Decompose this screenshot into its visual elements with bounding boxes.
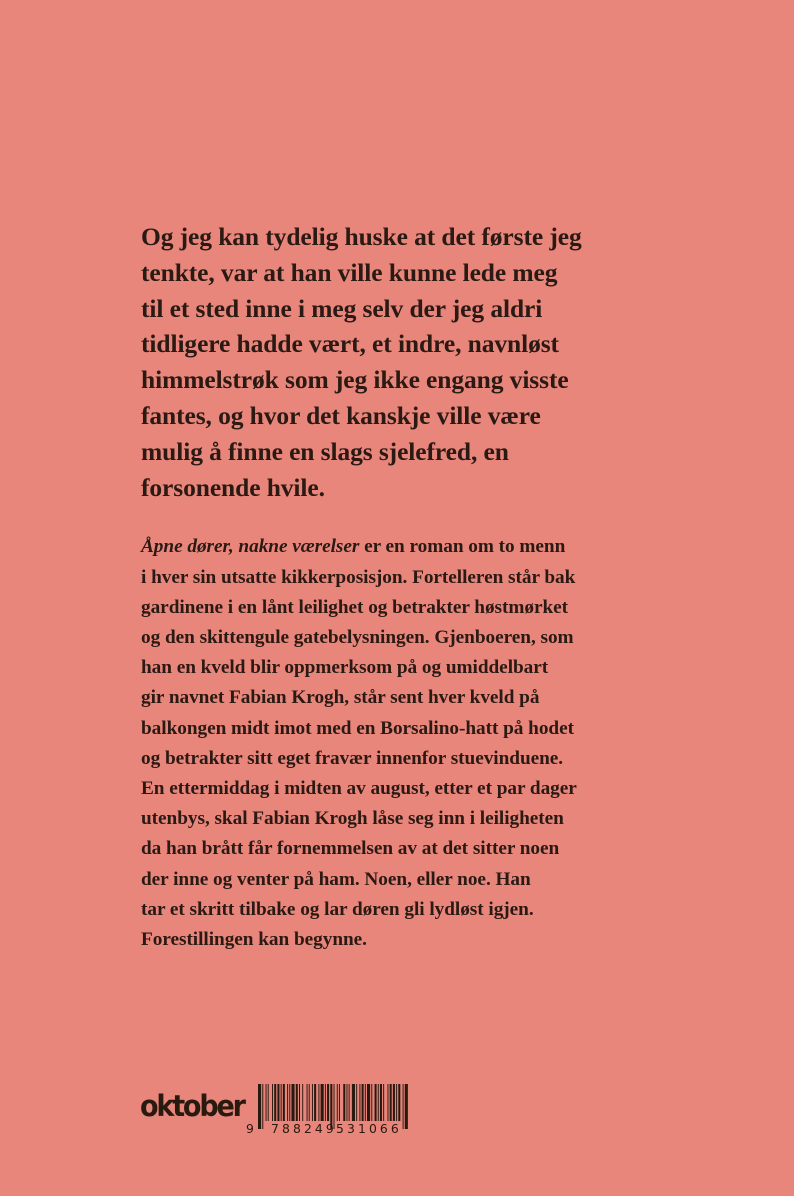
blurb-line: En ettermiddag i midten av august, etter et par dager <box>141 778 577 799</box>
pull-quote-line: fantes, og hvor det kanskje ville være <box>141 400 541 430</box>
blurb-first-line <box>141 532 671 562</box>
pull-quote-line: Og jeg kan tydelig huske at det første jeg <box>141 222 582 251</box>
pull-quote-line: forsonende hvile. <box>141 472 325 502</box>
publisher-logo[interactable]: oktober <box>140 1090 244 1124</box>
cover-footer <box>140 1080 660 1140</box>
barcode-digit-group-one: 788249 <box>271 1121 337 1136</box>
blurb-line: og betrakter sitt eget fravær innenfor stuevinduene. <box>141 747 564 769</box>
book-title-italic: Åpne dører, nakne værelser <box>141 536 360 558</box>
pull-quote-line: tenkte, var at han ville kunne lede meg <box>141 257 558 287</box>
pull-quote-line: tidligere hadde vært, et indre, navnløst <box>141 329 559 359</box>
barcode-lead-digit: 9 <box>246 1121 254 1136</box>
blurb-line: tar et skritt tilbake og lar døren gli lydløst igjen. <box>141 898 534 920</box>
blurb-line: utenbys, skal Fabian Krogh låse seg inn i leiligheten <box>141 808 564 830</box>
blurb-line: gardinene i en lånt leilighet og betrakter høstmørket <box>141 596 569 618</box>
blurb-first-line-rest: er en roman om to menn <box>359 536 566 558</box>
barcode-digit-group-two: 531066 <box>336 1121 402 1136</box>
pull-quote-line: til et sted inne i meg selv der jeg aldri <box>141 293 543 323</box>
cover-text-column <box>141 219 671 955</box>
pull-quote <box>141 219 671 505</box>
blurb-line: og den skittengule gatebelysningen. Gjenboeren, som <box>141 626 574 648</box>
blurb-line: der inne og venter på ham. Noen, eller noe. Han <box>141 868 531 890</box>
blurb-line: da han brått får fornemmelsen av at det sitter noen <box>141 838 560 860</box>
barcode <box>246 1084 408 1136</box>
blurb-line: Forestillingen kan begynne. <box>141 929 367 951</box>
blurb-paragraph <box>141 505 671 955</box>
pull-quote-line: mulig å finne en slags sjelefred, en <box>141 436 509 466</box>
blurb-line: i hver sin utsatte kikkerposisjon. Fortelleren står bak <box>141 566 576 588</box>
blurb-remaining-lines <box>141 563 671 956</box>
blurb-line: han en kveld blir oppmerksom på og umiddelbart <box>141 657 549 679</box>
blurb-line: balkongen midt imot med en Borsalino-hatt på hodet <box>141 717 574 739</box>
blurb-line: gir navnet Fabian Krogh, står sent hver kveld på <box>141 687 540 709</box>
pull-quote-line: himmelstrøk som jeg ikke engang visste <box>141 365 569 395</box>
